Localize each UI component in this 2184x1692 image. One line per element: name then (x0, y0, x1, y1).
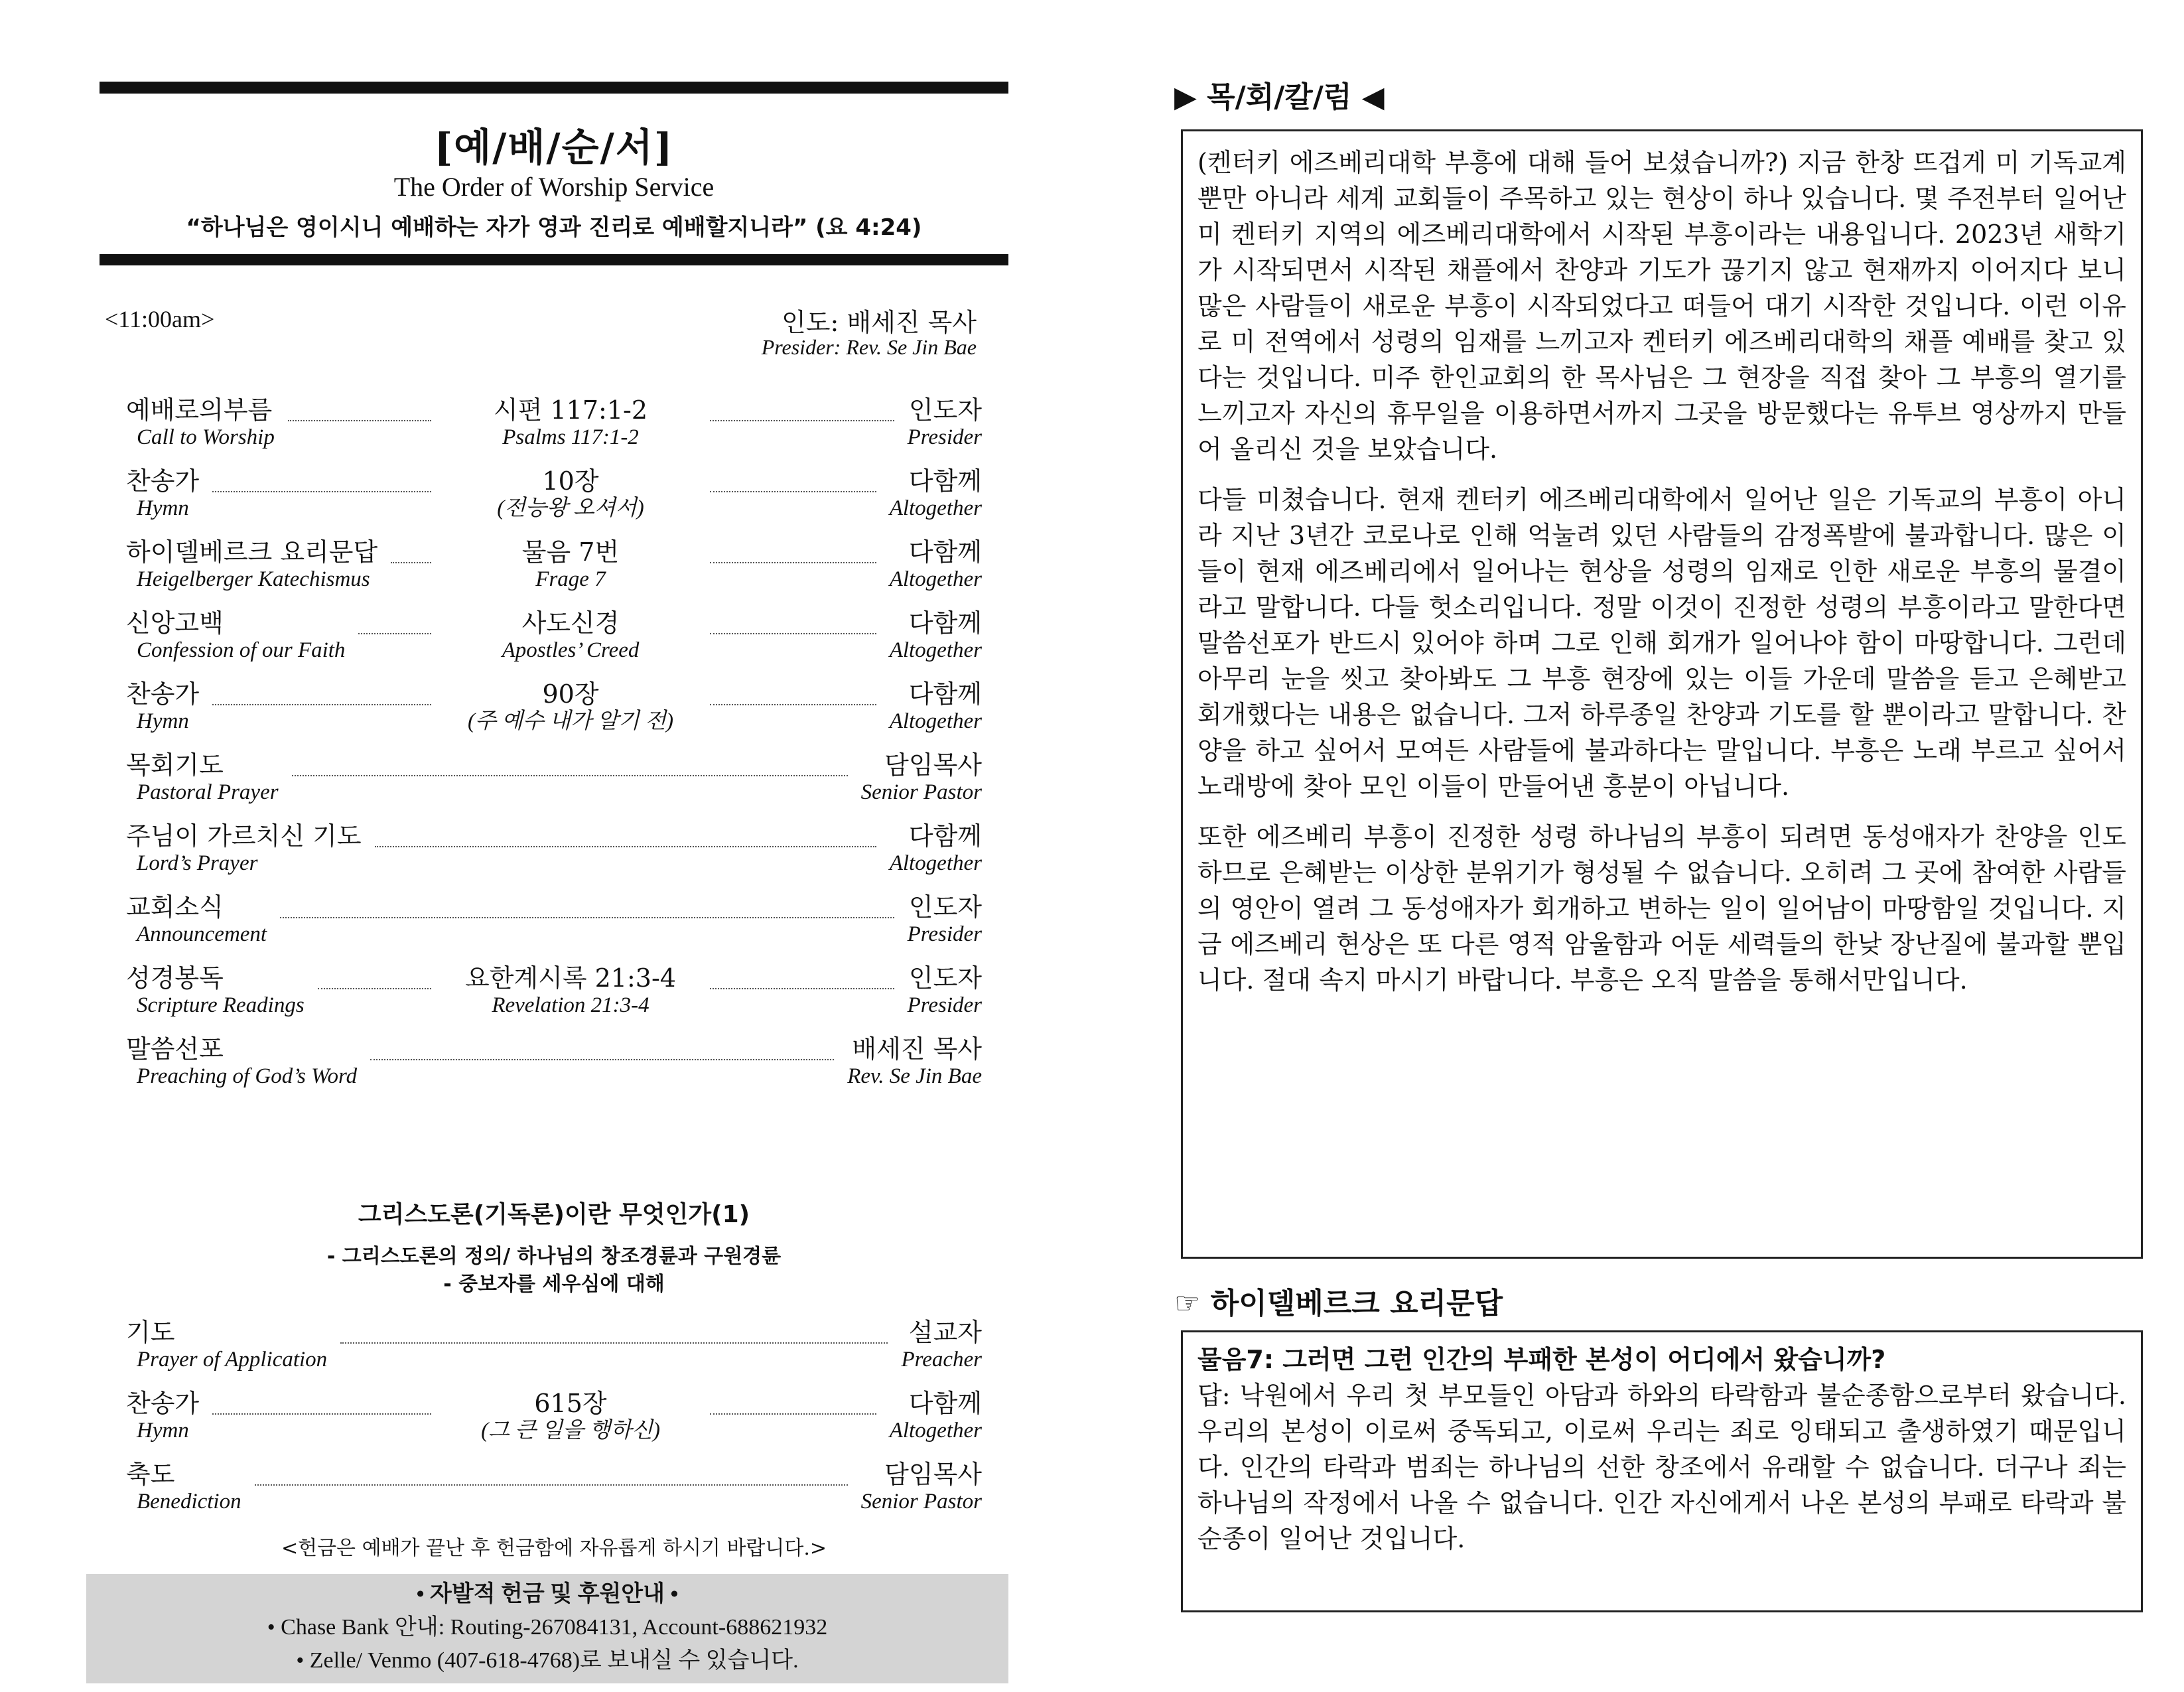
order-item (126, 1388, 982, 1459)
order-item-leader-ko: 담임목사 (884, 1460, 982, 1489)
service-time: <11:00am> (105, 306, 215, 332)
order-item-center (444, 608, 697, 662)
order-item-title-ko: 하이델베르크 요리문답 (126, 537, 378, 567)
order-item-leader-en: Altogether (889, 496, 982, 520)
theme-verse: “하나님은 영이시니 예배하는 자가 영과 진리로 예배할지니라” (요 4:24) (186, 214, 922, 241)
order-item-right (890, 679, 982, 733)
order-item-left (126, 821, 362, 875)
order-item-detail-ko: 요한계시록 21:3-4 (465, 963, 676, 993)
order-item-leader-en: Altogether (889, 1419, 982, 1443)
order-item-title-ko: 교회소식 (126, 892, 224, 922)
order-item-title-ko: 찬송가 (126, 679, 200, 709)
dotted-leader (710, 562, 876, 563)
order-item-title-en: Scripture Readings (137, 993, 305, 1017)
dotted-leader (340, 1342, 888, 1344)
dotted-leader (710, 704, 876, 705)
order-item-title-ko: 목회기도 (126, 750, 224, 780)
order-item-title-ko: 주님이 가르치신 기도 (126, 821, 362, 851)
order-item-right (861, 1459, 982, 1514)
order-item (126, 537, 982, 608)
order-item-title-en: Hymn (137, 709, 189, 733)
catechism-heading: ☞ 하이델베르크 요리문답 (1174, 1287, 1503, 1320)
dotted-leader (280, 917, 894, 918)
order-item-right (908, 963, 982, 1017)
order-item-detail-en: Revelation 21:3-4 (492, 993, 649, 1017)
order-item-leader-ko: 다함께 (908, 821, 982, 851)
order-item-leader-ko: 배세진 목사 (852, 1034, 982, 1064)
giving-info-box (86, 1574, 1008, 1683)
column-heading: ▶ 목/회/칼/럼 ◀ (1174, 80, 1385, 114)
order-item-left (126, 1317, 327, 1372)
catechism-box (1181, 1330, 2143, 1612)
sermon-title: 그리스도론(기독론)이란 무엇인가(1) (358, 1201, 750, 1228)
dotted-leader (710, 1413, 876, 1415)
order-item-title-ko: 기도 (126, 1318, 175, 1347)
sermon-subtitle-2: - 중보자를 세우심에 대해 (443, 1273, 665, 1296)
order-list (126, 395, 982, 1105)
order-item-title-ko: 말씀선포 (126, 1034, 224, 1064)
order-item-leader-en: Senior Pastor (860, 780, 982, 804)
order-item-title-en: Prayer of Application (137, 1348, 328, 1372)
top-rule (100, 82, 1008, 94)
order-item-leader-ko: 인도자 (908, 395, 982, 425)
order-item-right (908, 892, 982, 946)
dotted-leader (710, 988, 894, 989)
order-item-title-en: Heigelberger Katechismus (137, 567, 370, 591)
order-item-right (890, 608, 982, 662)
order-item-left (126, 1459, 241, 1514)
order-item-title-en: Lord’s Prayer (137, 851, 258, 875)
order-item-detail-en: Frage 7 (535, 567, 606, 591)
sermon-subtitle-1: - 그리스도론의 정의/ 하나님의 창조경륜과 구원경륜 (326, 1245, 782, 1268)
catechism-answer: 답: 낙원에서 우리 첫 부모들인 아담과 하와의 타락함과 불순종함으로부터 왔습니다. 우리의 본성이 이로써 중독되고, 이로써 우리는 죄로 잉태되고 출생하였기 때문입니다. 인간의 타락과 범죄는 하나님의 선한 창조에서 유래할 수 없습니다. 더구나 죄는 하나님의 작정에서 나올 수 없습니다. 인간 자신에게서 나온 본성의 부패로 타락과 불순종이 일어난 것입니다. (1197, 1381, 2126, 1553)
order-item-detail-ko: 90장 (542, 679, 599, 709)
order-item-center (444, 537, 697, 591)
order-item-leader-ko: 다함께 (908, 466, 982, 496)
giving-zelle-line: • Zelle/ Venmo (407-618-4768)로 보내실 수 있습니다. (296, 1648, 799, 1673)
order-item (126, 963, 982, 1034)
presider-ko: 인도: 배세진 목사 (782, 308, 977, 337)
order-item-leader-ko: 설교자 (908, 1318, 982, 1347)
order-item-detail-en: Psalms 117:1-2 (502, 425, 639, 449)
dotted-leader (292, 775, 848, 776)
order-item-center (444, 466, 697, 520)
dotted-leader (710, 491, 876, 492)
order-item-leader-ko: 다함께 (908, 679, 982, 709)
order-item-title-en: Benediction (137, 1490, 241, 1514)
order-item-right (890, 821, 982, 875)
order-item-center (444, 679, 697, 733)
order-item-left (126, 1034, 357, 1088)
worship-order-panel (100, 80, 1008, 1673)
order-item-leader-en: Altogether (889, 567, 982, 591)
order-item-title-en: Hymn (137, 496, 189, 520)
dotted-leader (710, 420, 894, 421)
offering-note: <헌금은 예배가 끝난 후 헌금함에 자유롭게 하시기 바랍니다.> (281, 1537, 827, 1560)
order-list-after-sermon (126, 1317, 982, 1530)
order-item-detail-ko: 시편 117:1-2 (493, 395, 648, 425)
order-item-leader-en: Presider (907, 425, 982, 449)
order-item-title-en: Announcement (137, 922, 267, 946)
order-item-left (126, 892, 267, 946)
order-item-detail-ko: 물음 7번 (521, 537, 620, 567)
catechism-question: 물음7: 그러면 그런 인간의 부패한 본성이 어디에서 왔습니까? (1197, 1345, 1886, 1374)
order-item-leader-en: Preacher (901, 1348, 982, 1372)
bulletin-title: [예/배/순/서] (434, 125, 674, 170)
dotted-leader (318, 988, 431, 989)
order-item-leader-en: Altogether (889, 851, 982, 875)
dotted-leader (358, 633, 431, 634)
order-item-right (861, 750, 982, 804)
order-item-detail-en: (전능왕 오셔서) (497, 496, 644, 520)
column-paragraph-2: 다들 미쳤습니다. 현재 켄터키 에즈베리대학에서 일어난 일은 기독교의 부흥이 아니라 지난 3년간 코로나로 인해 억눌려 있던 사람들의 감정폭발에 불과합니다. 많은 이들이 현재 에즈베리에서 일어나는 현상을 성령의 임재로 인한 새로운 부흥의 물결이라고 말합니다. 다들 헛소리입니다. 정말 이것이 진정한 성령의 부흥이라고 말한다면 말씀선포가 반드시 있어야 하며 그로 인해 회개가 일어나야 함이 마땅합니다. 그런데 아무리 눈을 씻고 찾아봐도 그 부흥 현장에 있는 이들 가운데 말씀을 듣고 은혜받고 회개했다는 내용은 없습니다. 그저 하루종일 찬양과 기도를 할 뿐이라고 말합니다. 찬양을 하고 싶어서 모여든 사람들에 불과하다는 말입니다. 부흥은 노래 부르고 싶어서 노래방에 찾아 모인 이들이 만들어낸 흥분이 아닙니다. (1197, 485, 2126, 801)
order-item-leader-ko: 담임목사 (884, 750, 982, 780)
order-item-left (126, 963, 305, 1017)
dotted-leader (370, 1059, 834, 1060)
order-item-detail-en: Apostles’ Creed (502, 638, 640, 662)
order-item (126, 821, 982, 892)
order-item-right (901, 1317, 982, 1372)
order-item (126, 1034, 982, 1105)
giving-bank-line: • Chase Bank 안내: Routing-267084131, Account-688621932 (267, 1615, 828, 1640)
dotted-leader (212, 1413, 431, 1415)
order-item-title-ko: 예배로의부름 (126, 395, 273, 425)
order-item (126, 395, 982, 466)
order-item-title-ko: 신앙고백 (126, 608, 224, 638)
order-item-leader-ko: 인도자 (908, 963, 982, 993)
dotted-leader (391, 562, 431, 563)
order-item-left (126, 608, 345, 662)
order-item-right (890, 537, 982, 591)
dotted-leader (710, 633, 876, 634)
dotted-leader (375, 846, 876, 847)
order-item-title-en: Preaching of God’s Word (137, 1064, 358, 1088)
order-item-detail-ko: 10장 (542, 466, 599, 496)
order-item-title-en: Pastoral Prayer (137, 780, 279, 804)
order-item-title-ko: 성경봉독 (126, 963, 224, 993)
order-item-leader-ko: 다함께 (908, 608, 982, 638)
order-item-title-en: Confession of our Faith (137, 638, 346, 662)
order-item-leader-ko: 다함께 (908, 1389, 982, 1418)
order-item-leader-en: Altogether (889, 709, 982, 733)
column-box (1181, 129, 2143, 1259)
order-item-right (890, 466, 982, 520)
order-item-leader-en: Rev. Se Jin Bae (847, 1064, 982, 1088)
order-item-left (126, 466, 199, 520)
order-item-title-ko: 축도 (126, 1460, 175, 1489)
order-item-left (126, 537, 377, 591)
order-item-leader-ko: 다함께 (908, 537, 982, 567)
order-item-leader-en: Presider (907, 922, 982, 946)
order-item (126, 608, 982, 679)
order-item (126, 750, 982, 821)
order-item-leader-en: Presider (907, 993, 982, 1017)
order-item (126, 1317, 982, 1388)
column-paragraph-1: (켄터키 에즈베리대학 부흥에 대해 들어 보셨습니까?) 지금 한창 뜨겁게 미 기독교계 뿐만 아니라 세계 교회들이 주목하고 있는 현상이 하나 있습니다. 몇 주전부터 일어난 미 켄터키 지역의 에즈베리대학에서 시작된 부흥이라는 내용입니다. 2023년 새학기가 시작되면서 시작된 채플에서 찬양과 기도가 끊기지 않고 현재까지 이어지다 보니 많은 사람들이 새로운 부흥이 시작되었다고 떠들어 대기 시작한 것입니다. 이런 이유로 미 전역에서 성령의 임재를 느끼고자 켄터키 에즈베리대학의 채플 예배를 찾고 있다는 것입니다. 미주 한인교회의 한 목사님은 그 현장을 직접 찾아 그 부흥의 열기를 느끼고자 자신의 휴무일을 이용하면서까지 그곳을 방문했다는 유투브 영상까지 만들어 올리신 것을 보았습니다. (1197, 148, 2126, 464)
order-item-title-en: Hymn (137, 1419, 189, 1443)
order-item-left (126, 679, 199, 733)
presider-en: Presider: Rev. Se Jin Bae (761, 335, 977, 359)
order-item-detail-en: (그 큰 일을 행하신) (481, 1419, 660, 1443)
middle-rule (100, 254, 1008, 265)
order-item-right (890, 1388, 982, 1443)
dotted-leader (212, 704, 431, 705)
order-item-leader-en: Senior Pastor (860, 1490, 982, 1514)
dotted-leader (212, 491, 431, 492)
dotted-leader (255, 1484, 848, 1486)
order-item-title-ko: 찬송가 (126, 466, 200, 496)
order-item-right (908, 395, 982, 449)
order-item-detail-ko: 사도신경 (521, 608, 620, 638)
column-paragraph-3: 또한 에즈베리 부흥이 진정한 성령 하나님의 부흥이 되려면 동성애자가 찬양을 인도하므로 은혜받는 이상한 분위기가 형성될 수 없습니다. 오히려 그 곳에 참여한 사람들의 영안이 열려 그 동성애자가 회개하고 변하는 일이 일어남이 마땅함일 것입니다. 지금 에즈베리 현상은 또 다른 영적 암울함과 어둔 세력들의 한낮 장난질에 불과할 뿐입니다. 절대 속지 마시기 바랍니다. 부흥은 오직 말씀을 통해서만입니다. (1197, 822, 2126, 995)
order-item (126, 679, 982, 750)
order-item-center (444, 963, 697, 1017)
order-item-title-ko: 찬송가 (126, 1389, 200, 1418)
order-item-detail-ko: 615장 (534, 1389, 607, 1418)
order-item-left (126, 395, 275, 449)
order-item-leader-ko: 인도자 (908, 892, 982, 922)
order-item-center (444, 395, 697, 449)
giving-title: • 자발적 헌금 및 후원안내 • (416, 1582, 679, 1606)
order-item-center (444, 1388, 697, 1443)
order-item-right (847, 1034, 982, 1088)
dotted-leader (288, 420, 431, 421)
order-item (126, 892, 982, 963)
order-item-leader-en: Altogether (889, 638, 982, 662)
order-item (126, 1459, 982, 1530)
order-item-detail-en: (주 예수 내가 알기 전) (467, 709, 673, 733)
column-panel (1174, 73, 2143, 1619)
order-item-title-en: Call to Worship (137, 425, 275, 449)
order-item-left (126, 1388, 199, 1443)
bulletin-subtitle: The Order of Worship Service (393, 172, 715, 202)
order-item-left (126, 750, 279, 804)
order-item (126, 466, 982, 537)
